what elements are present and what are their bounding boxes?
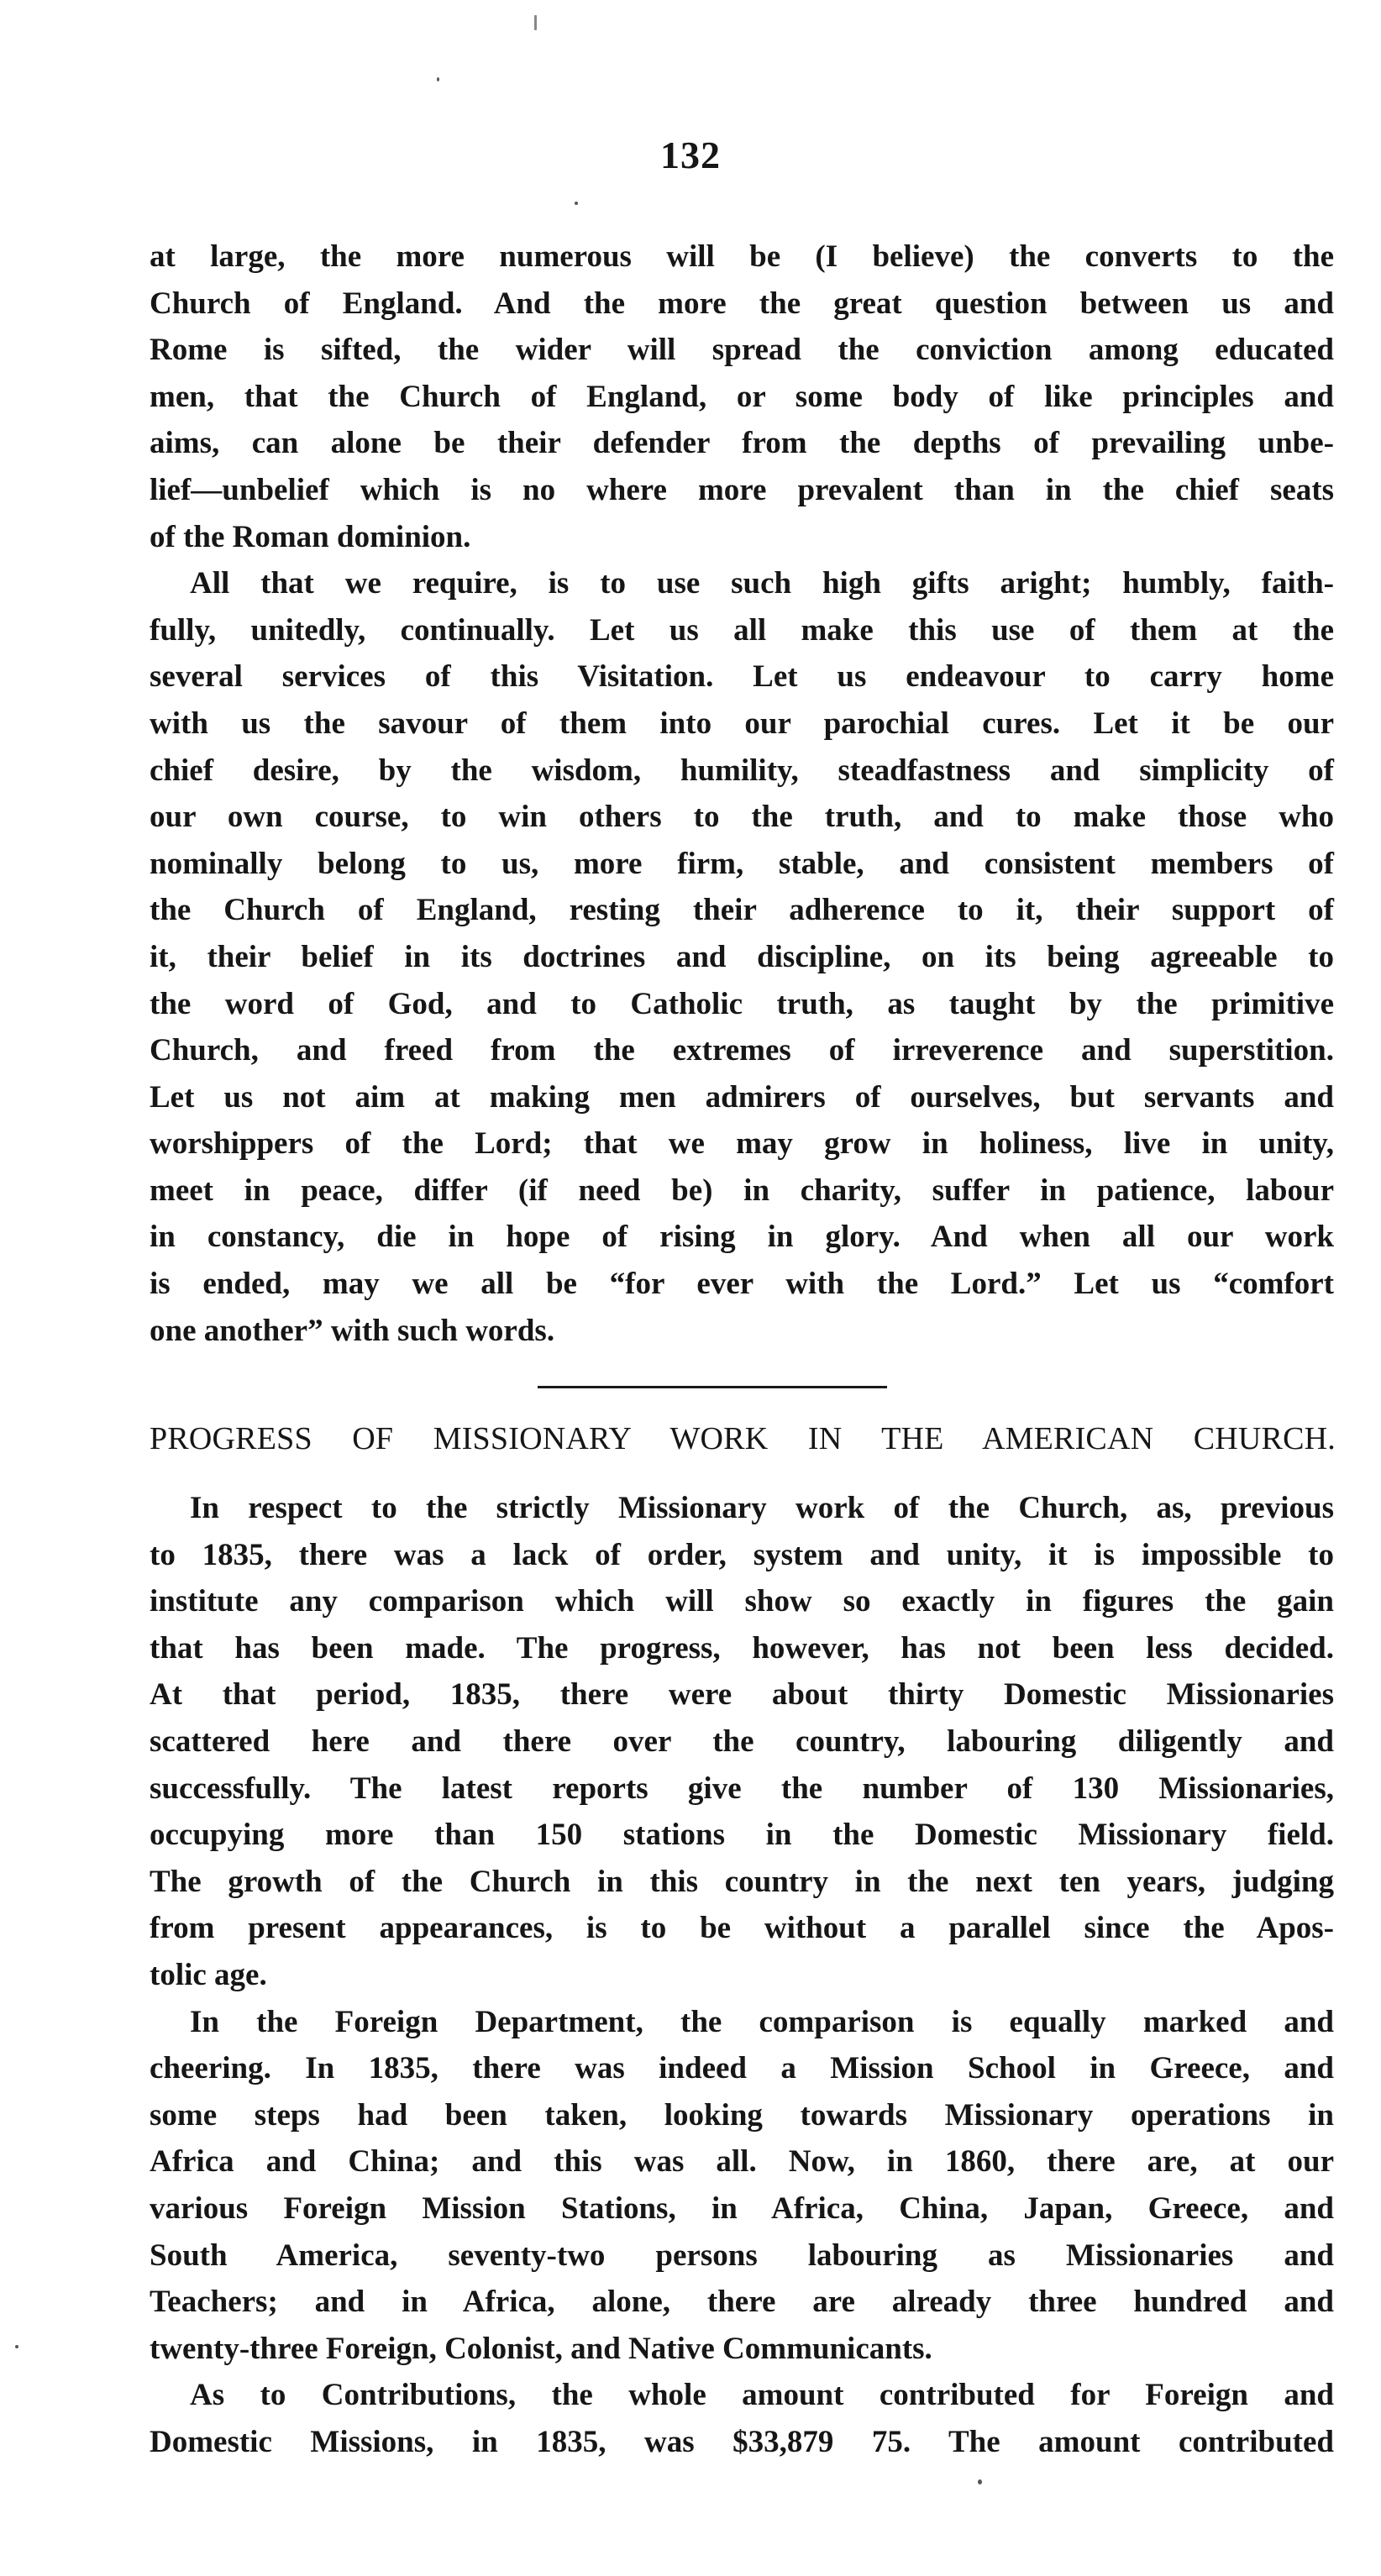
text-line: In the Foreign Department, the comparison is equally marked and — [190, 2004, 1334, 2039]
text-line: that has been made. The progress, however, has not been less decided. — [150, 1630, 1334, 1666]
text-line: it, their belief in its doctrines and discipline, on its being agreeable to — [150, 939, 1334, 974]
text-line: tolic age. — [150, 1957, 267, 1992]
paragraph-5 — [150, 2372, 1334, 2465]
text-line: The growth of the Church in this country in the next ten years, judging — [150, 1864, 1334, 1899]
text-line: at large, the more numerous will be (I believe) the converts to the — [150, 239, 1334, 274]
text-line: Domestic Missions, in 1835, was $33,879 75. The amount contributed — [150, 2424, 1334, 2459]
text-line: At that period, 1835, there were about thirty Domestic Missionaries — [150, 1677, 1334, 1713]
page-number: 132 — [660, 134, 721, 176]
missionary-section-text — [150, 1485, 1334, 2465]
text-line: our own course, to win others to the truth, and to make those who — [150, 800, 1334, 835]
text-line: meet in peace, differ (if need be) in charity, suffer in patience, labour — [150, 1173, 1334, 1208]
text-line: of the Roman dominion. — [150, 519, 471, 554]
text-line: various Foreign Mission Stations, in Africa, China, Japan, Greece, and — [150, 2190, 1334, 2226]
text-line: nominally belong to us, more firm, stable, and consistent members of — [150, 846, 1334, 881]
scan-speck — [534, 15, 537, 30]
text-line: As to Contributions, the whole amount contributed for Foreign and — [190, 2378, 1334, 2413]
text-line: several services of this Visitation. Let us endeavour to carry home — [150, 659, 1334, 695]
text-line: worshippers of the Lord; that we may grow in holiness, live in unity, — [150, 1126, 1334, 1162]
text-line: Church, and freed from the extremes of irreverence and superstition. — [150, 1033, 1334, 1068]
text-line: All that we require, is to use such high gifts aright; humbly, faith- — [190, 566, 1334, 601]
text-line: some steps had been taken, looking towards Missionary operations in — [150, 2097, 1334, 2133]
paragraph-3 — [150, 1485, 1334, 1999]
paragraph-1 — [150, 233, 1334, 560]
text-line: with us the savour of them into our parochial cures. Let it be our — [150, 706, 1334, 741]
text-line: the Church of England, resting their adherence to it, their support of — [150, 893, 1334, 928]
text-line: to 1835, there was a lack of order, system and unity, it is impossible to — [150, 1537, 1334, 1572]
paragraph-4 — [150, 1999, 1334, 2373]
text-line: from present appearances, is to be without a parallel since the Apos- — [150, 1911, 1334, 1946]
text-line: aims, can alone be their defender from the depths of prevailing unbe- — [150, 426, 1334, 461]
scan-speck — [437, 77, 439, 81]
text-line: chief desire, by the wisdom, humility, steadfastness and simplicity of — [150, 753, 1334, 788]
text-line: Africa and China; and this was all. Now, in 1860, there are, at our — [150, 2144, 1334, 2180]
text-line: In respect to the strictly Missionary work of the Church, as, previous — [190, 1491, 1334, 1525]
text-line: Rome is sifted, the wider will spread the conviction among educated — [150, 333, 1334, 368]
text-line: twenty-three Foreign, Colonist, and Native Communicants. — [150, 2331, 932, 2366]
text-line: Church of England. And the more the great question between us and — [150, 286, 1334, 321]
text-line: the word of God, and to Catholic truth, as taught by the primitive — [150, 986, 1334, 1021]
text-line: one another” with such words. — [150, 1313, 555, 1348]
scan-speck — [575, 202, 578, 205]
section-divider — [538, 1386, 887, 1388]
paragraph-2 — [150, 560, 1334, 1354]
text-line: men, that the Church of England, or some body of like principles and — [150, 379, 1334, 414]
previous-section-text — [150, 233, 1334, 1354]
text-line: scattered here and there over the country, labouring diligently and — [150, 1723, 1334, 1759]
text-line: is ended, may we all be “for ever with the Lord.” Let us “comfort — [150, 1267, 1334, 1302]
text-line: South America, seventy-two persons labouring as Missionaries and — [150, 2238, 1334, 2273]
text-line: in constancy, die in hope of rising in glory. And when all our work — [150, 1220, 1334, 1255]
text-line: Let us not aim at making men admirers of ourselves, but servants and — [150, 1079, 1334, 1115]
text-line: lief—unbelief which is no where more prevalent than in the chief seats — [150, 472, 1334, 507]
text-line: institute any comparison which will show so exactly in figures the gain — [150, 1584, 1334, 1619]
text-line: Teachers; and in Africa, alone, there are already three hundred and — [150, 2285, 1334, 2320]
section-heading: PROGRESS OF MISSIONARY WORK IN THE AMERICAN CHURCH. — [150, 1421, 1336, 1456]
text-line: occupying more than 150 stations in the Domestic Missionary field. — [150, 1818, 1334, 1853]
text-line: successfully. The latest reports give the number of 130 Missionaries, — [150, 1771, 1334, 1806]
scan-speck — [15, 2345, 18, 2348]
text-line: cheering. In 1835, there was indeed a Mission School in Greece, and — [150, 2051, 1334, 2086]
text-line: fully, unitedly, continually. Let us all make this use of them at the — [150, 612, 1334, 648]
scan-speck — [978, 2479, 982, 2484]
